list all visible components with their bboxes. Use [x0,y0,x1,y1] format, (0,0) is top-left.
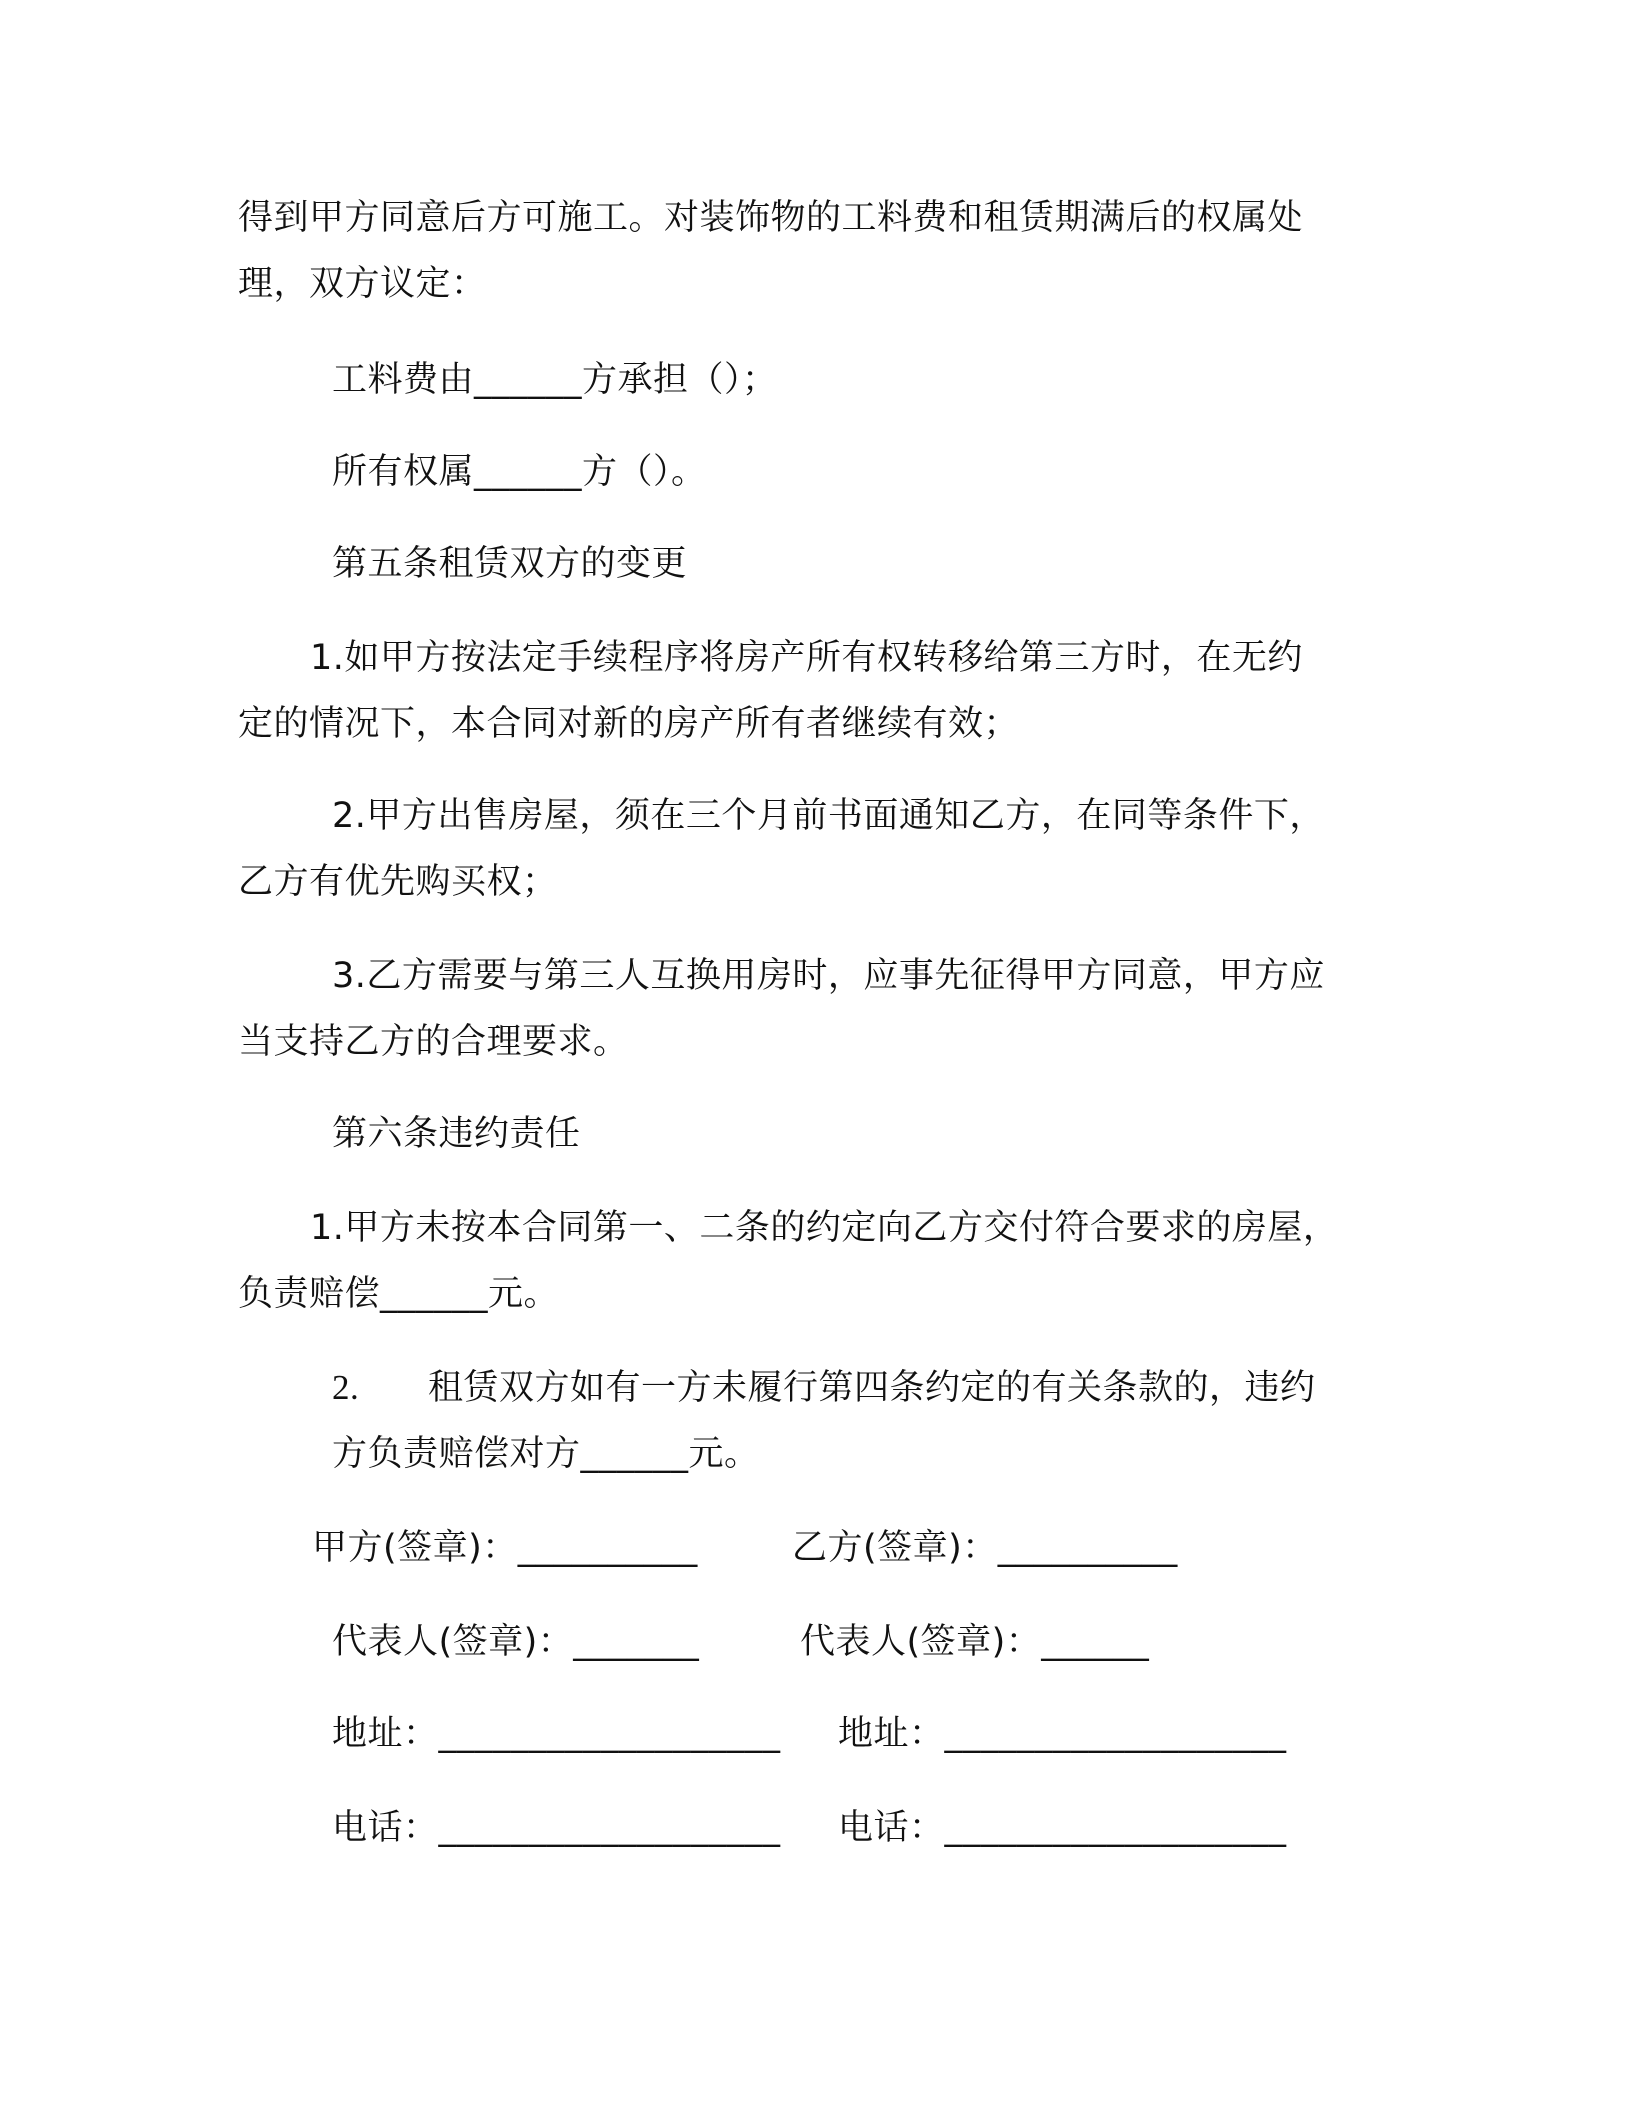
intro-paragraph-line-2: 理，双方议定： [238,264,487,304]
labor-cost-clause: 工料费由______方承担（）； [332,360,778,400]
party-b-signature-field: 乙方(签章)：__________ [792,1528,1178,1568]
party-a-phone-field: 电话：___________________ [332,1808,781,1848]
article-5-item-3-line-1: 3.乙方需要与第三人互换用房时，应事先征得甲方同意，甲方应 [332,956,1325,996]
article-6-item-2-line-2: 方负责赔偿对方______元。 [332,1434,760,1474]
article-5-item-2-line-1: 2.甲方出售房屋，须在三个月前书面通知乙方，在同等条件下， [332,796,1325,836]
party-b-representative-field: 代表人(签章)：______ [800,1622,1150,1662]
article-6-item-2-line-1: 租赁双方如有一方未履行第四条约定的有关条款的，违约 [428,1368,1316,1408]
intro-paragraph-line-1: 得到甲方同意后方可施工。对装饰物的工料费和租赁期满后的权属处 [238,198,1304,238]
party-a-signature-field: 甲方(签章)：__________ [312,1528,698,1568]
party-b-address-field: 地址：___________________ [838,1714,1287,1754]
article-5-item-1-line-2: 定的情况下，本合同对新的房产所有者继续有效； [238,704,1020,744]
article-5-heading: 第五条租赁双方的变更 [332,544,688,584]
party-a-address-field: 地址：___________________ [332,1714,781,1754]
article-6-item-2-number: 2. [332,1368,360,1407]
article-5-item-3-line-2: 当支持乙方的合理要求。 [238,1022,629,1062]
party-a-representative-field: 代表人(签章)：_______ [332,1622,700,1662]
article-5-item-2-line-2: 乙方有优先购买权； [238,862,558,902]
article-6-item-1-line-2: 负责赔偿______元。 [238,1274,560,1314]
party-b-phone-field: 电话：___________________ [838,1808,1287,1848]
article-6-heading: 第六条违约责任 [332,1114,581,1154]
ownership-clause: 所有权属______方（）。 [332,452,707,492]
article-5-item-1-line-1: 1.如甲方按法定手续程序将房产所有权转移给第三方时，在无约 [310,638,1303,678]
article-6-item-1-line-1: 1.甲方未按本合同第一、二条的约定向乙方交付符合要求的房屋， [310,1208,1339,1248]
